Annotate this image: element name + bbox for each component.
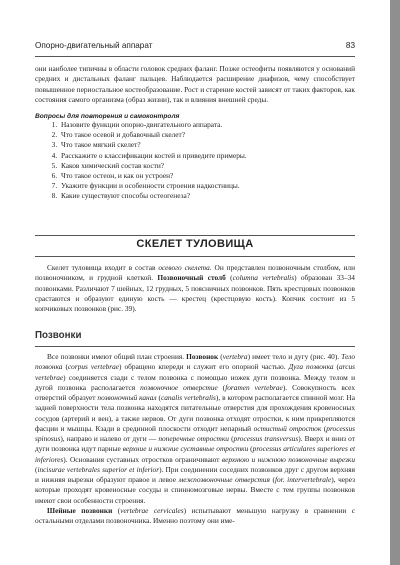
section-intro bbox=[35, 263, 355, 314]
review-question-item: 8. Какие существуют способы остеогенеза? bbox=[59, 191, 355, 201]
text-run: ( bbox=[156, 393, 161, 402]
text-run: ) испытывают меньшую нагрузку в сравнении с остальными отделами позвоночника. Именно поэтому они име- bbox=[35, 505, 355, 525]
subsection-body bbox=[35, 352, 355, 526]
text-run: Тело позвонка bbox=[35, 352, 355, 372]
text-run: processus transversus bbox=[233, 434, 299, 443]
text-run: ( bbox=[248, 444, 253, 454]
review-questions-heading: Вопросы для повторения и самоконтроля bbox=[35, 113, 180, 120]
review-question-item: 3. Что такое мягкий скелет? bbox=[59, 140, 355, 150]
text-run: позвоночный канал bbox=[97, 393, 157, 402]
intro-paragraph: они наиболее типичны в области головок средних фаланг. Позже остеофиты появляются у оснований средних и дистальных фаланг пальцев. Наблюдается расширение диафизов, чему способствует повышенное периостальное костеобразование. Рост и старение костей зависят от таких факторов, как состояния самого организма (образ жизни), так и влияния внешней среды. bbox=[35, 64, 355, 104]
section-title-rule-bottom bbox=[35, 256, 355, 257]
text-run: for. intervertebrale bbox=[274, 475, 332, 484]
text-run: ( bbox=[217, 382, 226, 392]
section-text-1: Скелет туловища входит в состав bbox=[47, 263, 159, 272]
text-run: processus spinosus bbox=[35, 423, 355, 443]
text-run: ) имеет тело и дугу (рис. 40). bbox=[247, 352, 342, 361]
section-text-7: ) образован 33–34 позвонками. Различают 7 шейных, 12 грудных, 5 поясничных позвонков. Пять крестцовых позвонков срастаются и образуют единую кость — крестец (крестцовую кость). Копчик состоит из 5 копчиковых позвонков (рис. 39). bbox=[35, 273, 355, 313]
section-paragraph bbox=[35, 263, 355, 314]
section-title-rule-top bbox=[35, 235, 355, 236]
text-run: верхние и нижние суставные отростки bbox=[122, 444, 249, 454]
vertebrae-paragraph bbox=[35, 352, 355, 506]
text-run: processus articulares superiores et inferiores bbox=[35, 444, 355, 464]
text-run: ( bbox=[112, 505, 121, 515]
text-run: ). Вверх и вниз от дуги позвонка идут парные bbox=[35, 434, 355, 454]
text-run: ) соединяется сзади с телом позвонка с помощью ножек дуги позвонка. Между телом и дугой позвонка располагается bbox=[35, 372, 355, 392]
text-run: остистый отросток bbox=[253, 423, 322, 433]
text-run: corpus vertebrae bbox=[67, 362, 120, 372]
text-run: ). Основания суставных отростков ограничивают bbox=[63, 454, 222, 464]
header-divider bbox=[35, 56, 355, 57]
text-run: Дуга позвонка bbox=[288, 362, 334, 372]
page-number: 83 bbox=[345, 41, 355, 50]
text-run: ( bbox=[269, 475, 275, 484]
section-text-4: Позвоночный столб bbox=[157, 273, 226, 283]
text-run: vertebra bbox=[222, 352, 248, 361]
text-run: incisurae vertebrales superior et inferior bbox=[37, 464, 160, 474]
section-text-6: columna vertebralis bbox=[232, 273, 295, 283]
text-run: позвоночное отверстие bbox=[140, 382, 218, 392]
text-run: ), направо и налево от дуги — bbox=[60, 434, 159, 443]
page-edge-bar bbox=[390, 0, 400, 565]
review-question-item: 2. Что такое осевой и добавочный скелет? bbox=[59, 130, 355, 140]
text-run: ), через которые проходят кровеносные сосуды и спинномозговые нервы. Вместе с тем группы позвонков имеют свои особенности строения. bbox=[35, 475, 355, 505]
review-questions bbox=[35, 113, 355, 202]
running-header-title: Опорно-двигательный аппарат bbox=[35, 41, 153, 50]
subsection-title: Позвонки bbox=[35, 330, 82, 341]
text-run: ( bbox=[228, 434, 234, 443]
text-run: Позвонок bbox=[186, 352, 219, 361]
text-run: Шейные позвонки bbox=[47, 505, 113, 515]
review-question-item: 4. Расскажите о классификации костей и приведите примеры. bbox=[59, 151, 355, 161]
section-text-5: ( bbox=[225, 273, 233, 283]
subsection-divider bbox=[35, 346, 355, 347]
review-question-item: 1. Назовите функции опорно-двигательного аппарата. bbox=[59, 120, 355, 130]
text-run: ) обращено кпереди и служит его опорной частью. bbox=[119, 362, 289, 372]
review-question-item: 7. Укажите функции и особенности строения надкостницы. bbox=[59, 181, 355, 191]
text-run: межпозвоночные отверстия bbox=[178, 475, 270, 484]
text-run: ). При соединении соседних позвонков друг с другом верхняя и нижняя вырезки образуют правое и левое bbox=[35, 464, 355, 484]
section-title: СКЕЛЕТ ТУЛОВИЩА bbox=[136, 238, 254, 250]
section-text-3: . Он представлен позвоночным столбом, или позвоночником, и грудной клеткой. bbox=[35, 263, 356, 283]
text-run: Все позвонки имеют общий план строения. bbox=[47, 352, 187, 361]
text-run: ), в котором располагается спинной мозг. На задней поверхности тела позвонка находятся питательные отверстия для прохождения кровеносных сосудов (артерий и вен), а также нервов. От дуги позвонка отходят отростки, к ним прикрепляются фасции и мышцы. Кзади в срединной плоскости отходит непарный bbox=[35, 393, 355, 433]
review-question-item: 6. Что такое остеон, и как он устроен? bbox=[59, 171, 355, 181]
text-run: ). Совокупность всех отверстий образует bbox=[35, 382, 355, 402]
text-run: ( bbox=[218, 352, 223, 361]
intro-block bbox=[35, 64, 355, 105]
text-run: canalis vertebralis bbox=[160, 393, 216, 402]
text-run: верхнюю и нижнюю позвоночные вырезки bbox=[221, 454, 355, 464]
section-text-2: осевого скелета bbox=[158, 263, 210, 272]
section-title-bar bbox=[35, 235, 355, 257]
review-question-item: 5. Каков химический состав кости? bbox=[59, 161, 355, 171]
text-run: vertebrae cervicales bbox=[120, 505, 184, 515]
cervical-paragraph bbox=[35, 506, 355, 527]
running-header bbox=[35, 41, 355, 54]
review-questions-list bbox=[35, 120, 355, 202]
text-run: arcus vertebrae bbox=[35, 362, 355, 382]
text-run: ( bbox=[333, 362, 339, 372]
text-run: ( bbox=[62, 362, 68, 372]
text-run: foramen vertebrae bbox=[225, 382, 283, 392]
text-run: поперечные отростки bbox=[158, 434, 229, 443]
text-run: ( bbox=[321, 423, 327, 433]
text-run: ( bbox=[35, 464, 38, 474]
